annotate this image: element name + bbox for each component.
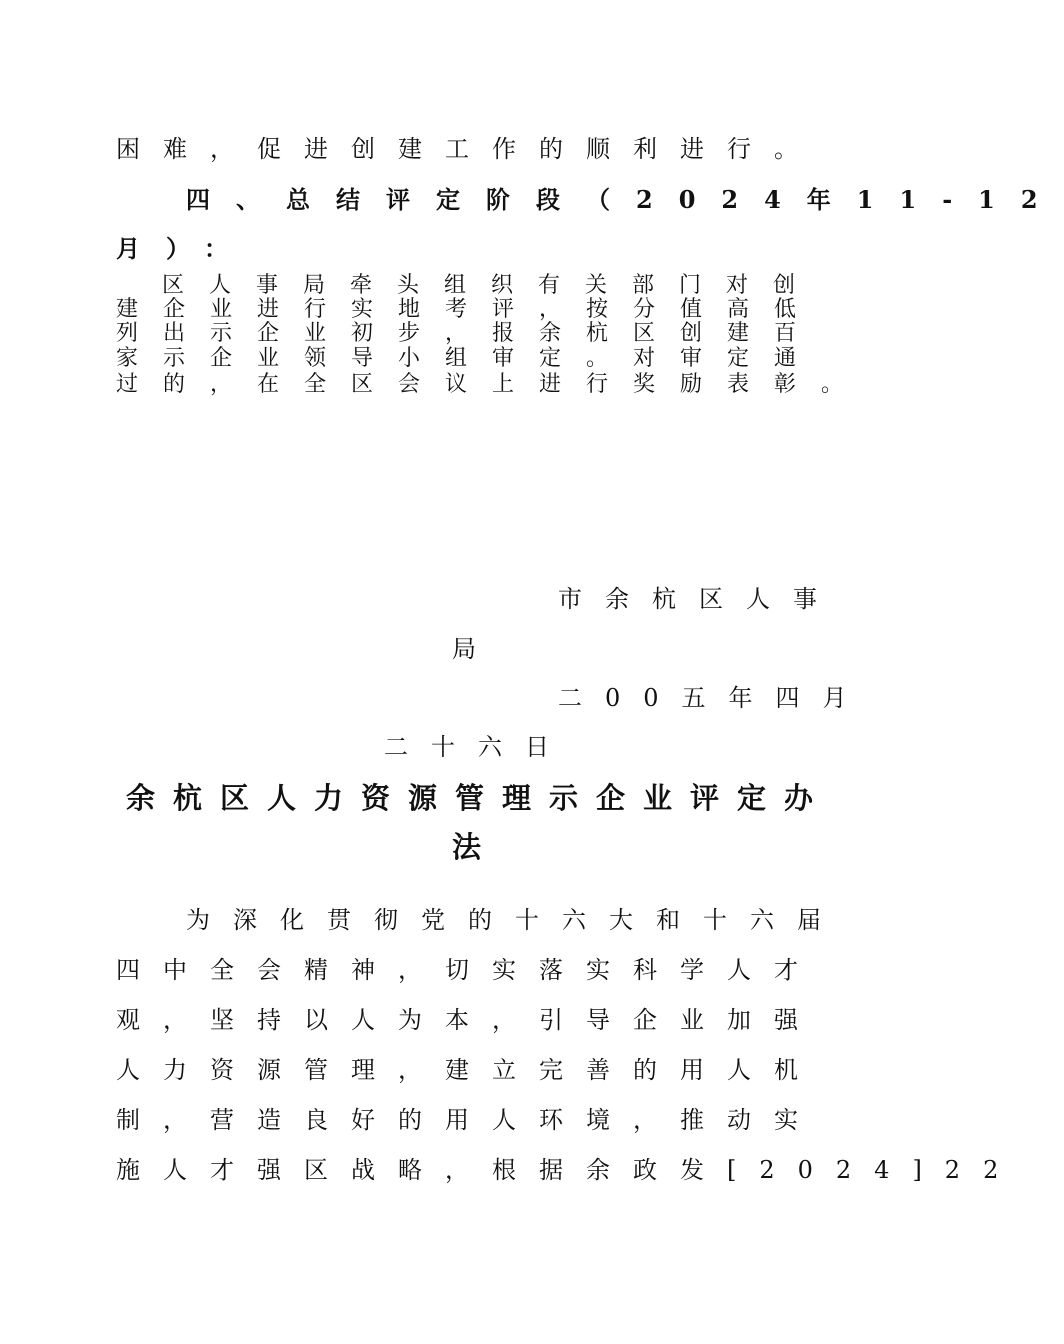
- section-end-line: 困难，促进创建工作的顺利进行。: [116, 135, 821, 163]
- document-title-line-2: 法: [452, 830, 500, 864]
- stage-body-line: 家示企业领导小组审定。对审定通: [116, 346, 822, 371]
- intro-paragraph-line: 四中全会精神，切实落实科学人才: [116, 956, 821, 984]
- intro-paragraph-line: 施人才强区战略，根据余政发[2024]22: [116, 1156, 1022, 1184]
- signature-date-line-2: 二十六日: [384, 733, 572, 761]
- signature-org-line-1: 市余杭区人事: [558, 585, 840, 613]
- stage-body-line: 过的，在全区会议上进行奖励表彰。: [116, 372, 869, 397]
- stage-body-line: 列出示企业初步，报余杭区创建百: [116, 321, 822, 346]
- signature-org-line-2: 局: [452, 635, 499, 663]
- stage-body-line: 区人事局牵头组织有关部门对创: [162, 273, 821, 298]
- stage-body-line: 建企业进行实地考评，按分值高低: [116, 297, 822, 322]
- document-title-line-1: 余杭区人力资源管理示企业评定办: [126, 781, 832, 815]
- stage-heading-line-2: 月）：: [116, 234, 254, 263]
- stage-heading-line-1: 四、总结评定阶段（2024年11-12: [186, 185, 1064, 214]
- intro-paragraph-line: 观，坚持以人为本，引导企业加强: [116, 1006, 821, 1034]
- signature-date-line-1: 二00五年四月: [558, 684, 870, 712]
- intro-paragraph-line: 制，营造良好的用人环境，推动实: [116, 1106, 821, 1134]
- intro-paragraph-line: 为深化贯彻党的十六大和十六届: [186, 906, 844, 934]
- intro-paragraph-line: 人力资源管理，建立完善的用人机: [116, 1056, 821, 1084]
